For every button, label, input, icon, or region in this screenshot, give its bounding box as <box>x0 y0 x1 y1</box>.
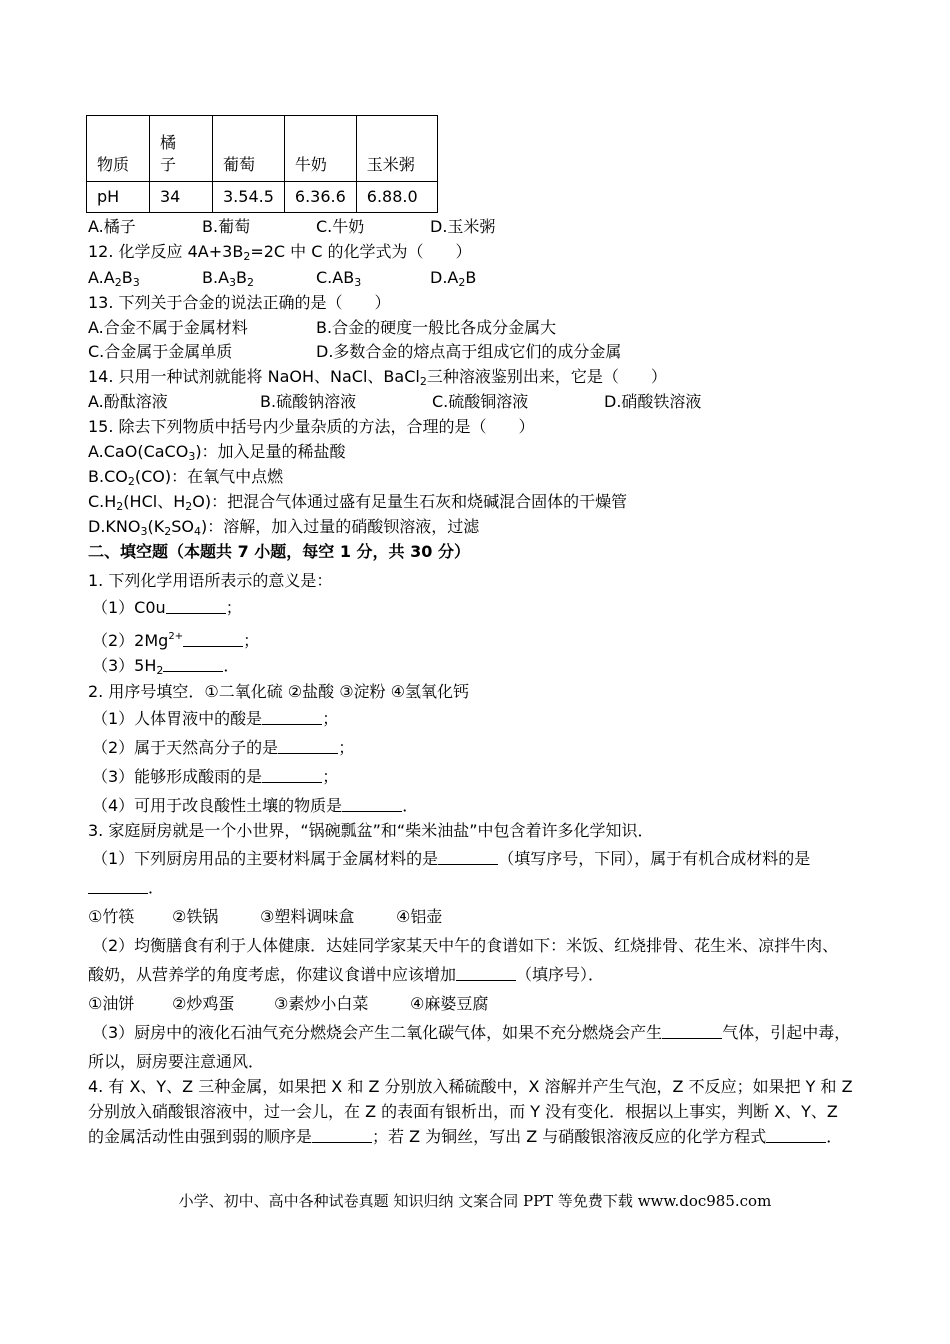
table-header-cell: 物质 <box>87 116 150 182</box>
answer-blank[interactable] <box>163 657 223 672</box>
subscript: 2 <box>243 250 251 263</box>
answer-blank[interactable] <box>456 966 516 981</box>
q14-stem <box>88 366 667 393</box>
f3-items1 <box>88 906 442 928</box>
f3-part3: （3）厨房中的液化石油气充分燃烧会产生二氧化碳气体，如果不充分燃烧会产生 气体，引起中毒， <box>92 1023 851 1042</box>
option: C.合金属于金属单质 <box>88 342 233 361</box>
q15-option-b: $B.CO_2(CO)$：在氧气中点燃 <box>88 467 284 488</box>
table-cell: pH <box>87 182 150 213</box>
answer-blank[interactable] <box>342 797 402 812</box>
header-orange-line1: 橘 <box>160 133 177 152</box>
option: D.多数合金的熔点高于组成它们的成分金属 <box>316 342 622 361</box>
q13-options-row1 <box>88 317 556 339</box>
table-cell: 3.54.5 <box>213 182 285 213</box>
answer-blank[interactable] <box>262 710 322 725</box>
table-row <box>87 182 438 213</box>
option: A.橘子 <box>88 217 136 236</box>
f1-item3: $(3)5H_2$ ． <box>92 656 240 677</box>
answer-blank[interactable] <box>88 879 148 894</box>
answer-blank[interactable] <box>278 739 338 754</box>
f2-stem: 2. 用序号填空．①二氧化硫 ②盐酸 ③淀粉 ④氢氧化钙 <box>88 682 469 701</box>
f1-item2: $(2)2Mg^{2+}$ ； <box>92 631 260 650</box>
f4-line1: 4. 有 X、Y、Z 三种金属，如果把 X 和 Z 分别放入稀硫酸中，X 溶解并产生气泡，Z 不反应；如果把 Y 和 Z <box>88 1077 853 1096</box>
table-header-cell: 葡萄 <box>213 116 285 182</box>
answer-blank[interactable] <box>438 850 498 865</box>
list-item: ①油饼 <box>88 994 135 1013</box>
answer-blank[interactable] <box>312 1128 372 1143</box>
option: C.牛奶 <box>316 217 365 236</box>
option: B.硫酸钠溶液 <box>260 392 357 411</box>
option: $B.A_3B_2$ <box>202 268 254 289</box>
f2-item3: （3）能够形成酸雨的是 ； <box>92 767 339 786</box>
f3-part2: （2）均衡膳食有利于人体健康．达娃同学家某天中午的食谱如下：米饭、红烧排骨、花生米、凉拌牛肉、 <box>92 936 839 955</box>
header-orange-line2: 子 <box>160 155 177 174</box>
option: $A.A_2B_3$ <box>88 268 140 289</box>
table-header-cell: 玉米粥 <box>356 116 437 182</box>
list-item: ①竹筷 <box>88 907 135 926</box>
text: 三种溶液鉴别出来，它是（ ） <box>426 367 667 386</box>
f1-item1: （1）C0u ； <box>92 598 242 617</box>
table-cell: 34 <box>150 182 213 213</box>
f4-line3: 的金属活动性由强到弱的顺序是 ；若 Z 为铜丝，写出 Z 与硝酸银溶液反应的化学方程式 ． <box>88 1127 843 1146</box>
option: $C.AB_3$ <box>316 268 362 289</box>
list-item: ④麻婆豆腐 <box>410 994 489 1013</box>
list-item: ②铁锅 <box>172 907 219 926</box>
q15-stem: 15. 除去下列物质中括号内少量杂质的方法，合理的是（ ） <box>88 417 535 436</box>
table-cell: 6.36.6 <box>284 182 356 213</box>
option: A.合金不属于金属材料 <box>88 318 248 337</box>
page-footer: 小学、初中、高中各种试卷真题 知识归纳 文案合同 PPT 等免费下载 www.doc985.com <box>178 1192 772 1210</box>
list-item: ②炒鸡蛋 <box>172 994 235 1013</box>
q12-stem <box>88 241 472 268</box>
text: =2C 中 C 的化学式为（ ） <box>250 242 472 261</box>
f3-stem: 3. 家庭厨房就是一个小世界，“锅碗瓢盆”和“柴米油盐”中包含着许多化学知识． <box>88 821 654 840</box>
q13-options-row2 <box>88 341 621 363</box>
q15-option-c: $C.H_2(HCl$、$H_2O$)：把混合气体通过盛有足量生石灰和烧碱混合固体的干燥管 <box>88 492 628 513</box>
table-header-cell: 牛奶 <box>284 116 356 182</box>
table-cell: 6.88.0 <box>356 182 437 213</box>
answer-blank[interactable] <box>262 768 322 783</box>
answer-blank[interactable] <box>766 1128 826 1143</box>
option: D.玉米粥 <box>430 217 496 236</box>
text: 14. 只用一种试剂就能将 NaOH、NaCl、BaCl <box>88 367 420 386</box>
option: B.葡萄 <box>202 217 251 236</box>
q15-option-d: $D.KNO_3(K_2SO_4)$：溶解，加入过量的硝酸钡溶液，过滤 <box>88 517 480 538</box>
section-heading: 二、填空题（本题共 7 小题，每空 1 分，共 30 分） <box>88 542 470 561</box>
answer-blank[interactable] <box>183 632 243 647</box>
answer-blank[interactable] <box>166 599 226 614</box>
q13-stem: 13. 下列关于合金的说法正确的是（ ） <box>88 293 391 312</box>
ph-table <box>86 115 438 213</box>
q12-options <box>88 267 476 294</box>
table-header-cell <box>150 116 213 182</box>
f3-part3-cont: 所以，厨房要注意通风． <box>88 1052 265 1071</box>
f1-stem: 1. 下列化学用语所表示的意义是： <box>88 571 333 590</box>
q11-options <box>88 216 495 238</box>
option: C.硫酸铜溶液 <box>432 392 529 411</box>
table-header-row <box>87 116 438 182</box>
f3-part1-cont: ． <box>88 877 164 899</box>
q14-options <box>88 391 701 413</box>
list-item: ③塑料调味盒 <box>260 907 355 926</box>
f3-part1: （1）下列厨房用品的主要材料属于金属材料的是 （填写序号，下同），属于有机合成材料的是 <box>92 849 811 868</box>
option: D.硝酸铁溶液 <box>604 392 702 411</box>
subscript: 2 <box>419 375 427 388</box>
q15-option-a: A.CaO(CaCO$_3$)：加入足量的稀盐酸 <box>88 442 346 463</box>
list-item: ④铝壶 <box>396 907 443 926</box>
f2-item4: （4）可用于改良酸性土壤的物质是 ． <box>92 796 419 815</box>
text: 12. 化学反应 4A+3B <box>88 242 244 261</box>
answer-blank[interactable] <box>662 1024 722 1039</box>
f2-item2: （2）属于天然高分子的是 ； <box>92 738 355 757</box>
list-item: ③素炒小白菜 <box>274 994 369 1013</box>
option: B.合金的硬度一般比各成分金属大 <box>316 318 557 337</box>
option: $D.A_2B$ <box>430 268 477 289</box>
f4-line2: 分别放入硝酸银溶液中，过一会儿，在 Z 的表面有银析出，而 Y 没有变化．根据以上事实，判断 X、Y、Z <box>88 1102 838 1121</box>
f2-item1: （1）人体胃液中的酸是 ； <box>92 709 339 728</box>
option: A.酚酞溶液 <box>88 392 168 411</box>
f3-part2-cont: 酸奶，从营养学的角度考虑，你建议食谱中应该增加 （填序号）． <box>88 965 605 984</box>
f3-items2 <box>88 993 488 1015</box>
